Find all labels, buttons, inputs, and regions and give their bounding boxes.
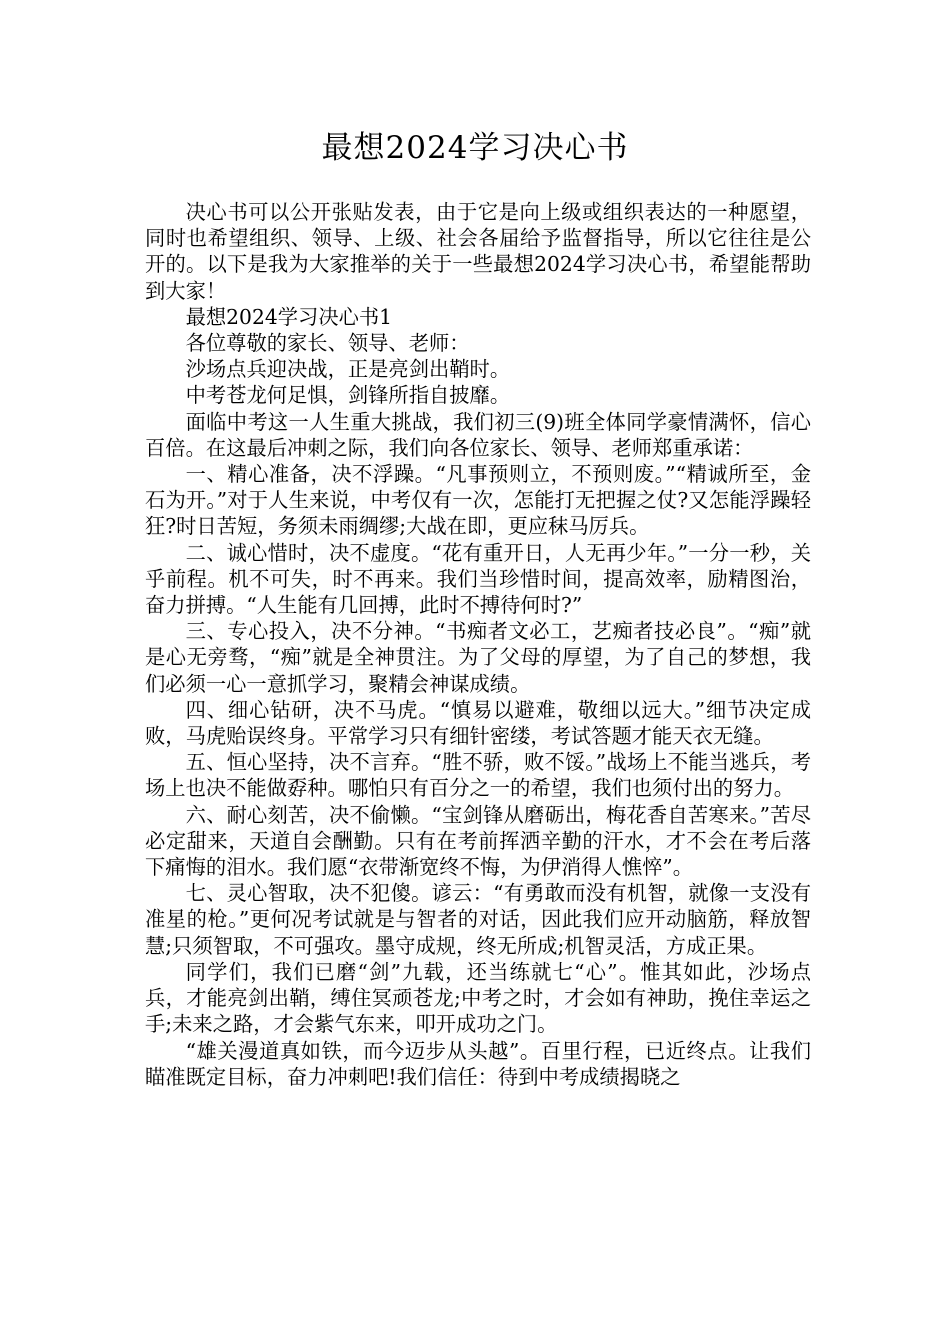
- body-paragraph: “雄关漫道真如铁，而今迈步从头越”。百里行程，已近终点。让我们瞄准既定目标，奋力冲刺吧!我们信任：待到中考成绩揭晓之: [145, 1038, 811, 1089]
- pledge-6: 六、耐心刻苦，决不偷懒。“宝剑锋从磨砺出，梅花香自苦寒来。”苦尽必定甜来，天道自会酬勤。只有在考前挥洒辛勤的汗水，才不会在考后落下痛悔的泪水。我们愿“衣带渐宽终不悔，为伊消得人憔悴”。: [145, 802, 811, 880]
- pledge-2: 二、诚心惜时，决不虚度。“花有重开日，人无再少年。”一分一秒，关乎前程。机不可失，时不再来。我们当珍惜时间，提高效率，励精图治，奋力拼搏。“人生能有几回搏，此时不搏待何时?”: [145, 540, 811, 618]
- pledge-4: 四、细心钻研，决不马虎。“慎易以避难，敬细以远大。”细节决定成败，马虎贻误终身。平常学习只有细针密缕，考试答题才能天衣无缝。: [145, 697, 811, 749]
- pledge-3: 三、专心投入，决不分神。“书痴者文必工，艺痴者技必良”。“痴”就是心无旁骛，“痴”就是全神贯注。为了父母的厚望，为了自己的梦想，我们必须一心一意抓学习，聚精会神谋成绩。: [145, 619, 811, 696]
- section-heading: 最想2024学习决心书1: [185, 304, 393, 329]
- document-title: 最想2024学习决心书: [321, 130, 629, 166]
- document-body: [145, 199, 811, 1090]
- pledge-7: 七、灵心智取，决不犯傻。谚云：“有勇敢而没有机智，就像一支没有准星的枪。”更何况考试就是与智者的对话，因此我们应开动脑筋，释放智慧;只须智取，不可强攻。墨守成规，终无所成;机智灵活，方成正果。: [145, 881, 811, 958]
- intro-paragraph: 决心书可以公开张贴发表，由于它是向上级或组织表达的一种愿望，同时也希望组织、领导、上级、社会各届给予监督指导，所以它往往是公开的。以下是我为大家推举的关于一些最想2024学习决心书，希望能帮助到大家！: [145, 200, 811, 303]
- body-paragraph: 面临中考这一人生重大挑战，我们初三(9)班全体同学豪情满怀，信心百倍。在这最后冲刺之际，我们向各位家长、领导、老师郑重承诺：: [145, 409, 811, 460]
- verse-line-2: 中考苍龙何足惧，剑锋所指自披靡。: [185, 383, 511, 408]
- pledge-5: 五、恒心坚持，决不言弃。“胜不骄，败不馁。”战场上不能当逃兵，考场上也决不能做孬种。哪怕只有百分之一的希望，我们也须付出的努力。: [145, 750, 811, 801]
- pledge-1: 一、精心准备，决不浮躁。“凡事预则立，不预则废。”“精诚所至，金石为开。”对于人生来说，中考仅有一次，怎能打无把握之仗?又怎能浮躁轻狂?时日苦短，务须未雨绸缪;大战在即，更应秣马厉兵。: [145, 462, 811, 539]
- salutation: 各位尊敬的家长、领导、老师：: [185, 331, 470, 356]
- verse-line-1: 沙场点兵迎决战，正是亮剑出鞘时。: [185, 357, 511, 382]
- body-paragraph: 同学们，我们已磨“剑”九载，还当练就七“心”。惟其如此，沙场点兵，才能亮剑出鞘，缚住冥顽苍龙;中考之时，才会如有神助，挽住幸运之手;未来之路，才会紫气东来，叩开成功之门。: [145, 959, 811, 1037]
